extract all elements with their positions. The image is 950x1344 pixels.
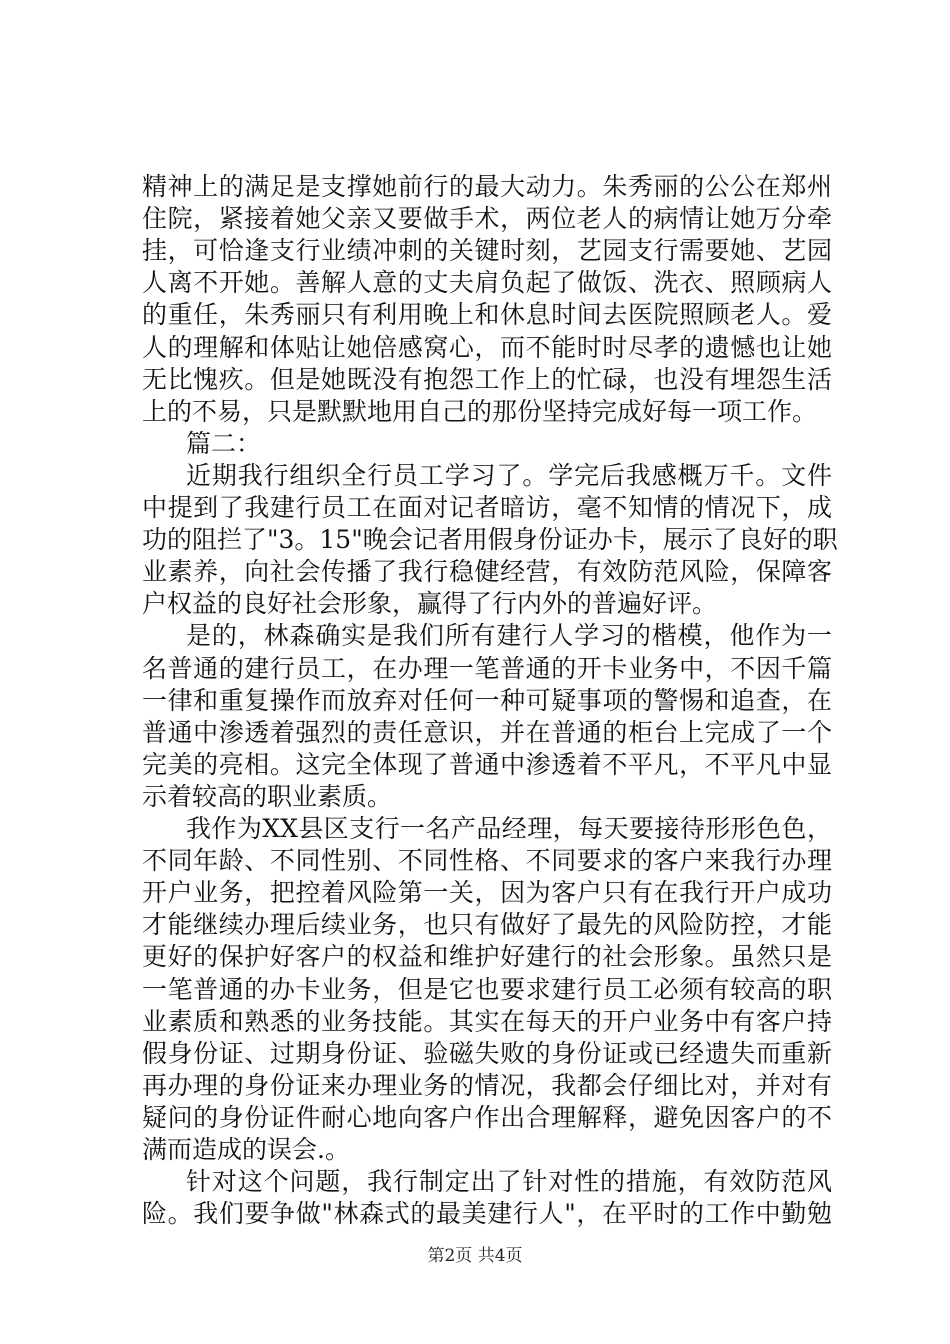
text-line: 普通中渗透着强烈的责任意识，并在普通的柜台上完成了一个 [142, 717, 832, 747]
text-line: 业素养，向社会传播了我行稳健经营，有效防范风险，保障客 [142, 557, 832, 587]
text-line: 才能继续办理后续业务，也只有做好了最先的风险防控，才能 [142, 910, 832, 940]
text-line: 挂，可恰逢支行业绩冲刺的关键时刻，艺园支行需要她、艺园 [142, 236, 832, 266]
text-line: 假身份证、过期身份证、验磁失败的身份证或已经遗失而重新 [142, 1038, 832, 1068]
page-footer: 第2页 共4页 [427, 1246, 523, 1266]
text-line: 住院，紧接着她父亲又要做手术，两位老人的病情让她万分牵 [142, 204, 832, 234]
text-line: 完美的亮相。这完全体现了普通中渗透着不平凡，不平凡中显 [142, 749, 832, 779]
text-line: 中提到了我建行员工在面对记者暗访，毫不知情的情况下，成 [142, 493, 832, 522]
text-line: 人的理解和体贴让她倍感窝心，而不能时时尽孝的遗憾也让她 [142, 332, 832, 362]
text-line: 精神上的满足是支撑她前行的最大动力。朱秀丽的公公在郑州 [142, 172, 832, 201]
text-line: 不同年龄、不同性别、不同性格、不同要求的客户来我行办理 [142, 846, 832, 876]
text-line: 更好的保护好客户的权益和维护好建行的社会形象。虽然只是 [142, 942, 832, 972]
text-line: 上的不易，只是默默地用自己的那份坚持完成好每一项工作。 [142, 396, 818, 426]
section-heading: 篇二： [186, 428, 262, 458]
text-line: 是的，林森确实是我们所有建行人学习的楷模，他作为一 [186, 621, 832, 651]
text-line: 疑问的身份证件耐心地向客户作出合理解释，避免因客户的不 [142, 1102, 832, 1132]
text-line: 人离不开她。善解人意的丈夫肩负起了做饭、洗衣、照顾病人 [142, 268, 832, 298]
text-line: 开户业务，把控着风险第一关，因为客户只有在我行开户成功 [142, 878, 832, 908]
text-line: 再办理的身份证来办理业务的情况，我都会仔细比对，并对有 [142, 1070, 832, 1100]
text-line: 险。我们要争做"林森式的最美建行人"，在平时的工作中勤勉 [142, 1199, 832, 1229]
text-line: 一律和重复操作而放弃对任何一种可疑事项的警惕和追查，在 [142, 685, 832, 715]
text-line: 满而造成的误会.。 [142, 1135, 350, 1164]
text-line: 针对这个问题，我行制定出了针对性的措施，有效防范风 [186, 1167, 832, 1197]
text-line: 名普通的建行员工，在办理一笔普通的开卡业务中，不因千篇 [142, 653, 832, 683]
text-line: 业素质和熟悉的业务技能。其实在每天的开户业务中有客户持 [142, 1006, 832, 1036]
text-line: 的重任，朱秀丽只有利用晚上和休息时间去医院照顾老人。爱 [142, 300, 832, 330]
text-line: 我作为XX县区支行一名产品经理，每天要接待形形色色， [186, 814, 832, 843]
text-line: 一笔普通的办卡业务，但是它也要求建行员工必须有较高的职 [142, 974, 832, 1004]
text-line: 示着较高的职业素质。 [142, 781, 393, 811]
text-line: 近期我行组织全行员工学习了。学完后我感概万千。文件 [186, 460, 832, 490]
text-line: 功的阻拦了"3。15"晚会记者用假身份证办卡，展示了良好的职 [142, 525, 838, 555]
text-line: 户权益的良好社会形象，赢得了行内外的普遍好评。 [142, 589, 718, 619]
text-line: 无比愧疚。但是她既没有抱怨工作上的忙碌，也没有埋怨生活 [142, 364, 832, 394]
